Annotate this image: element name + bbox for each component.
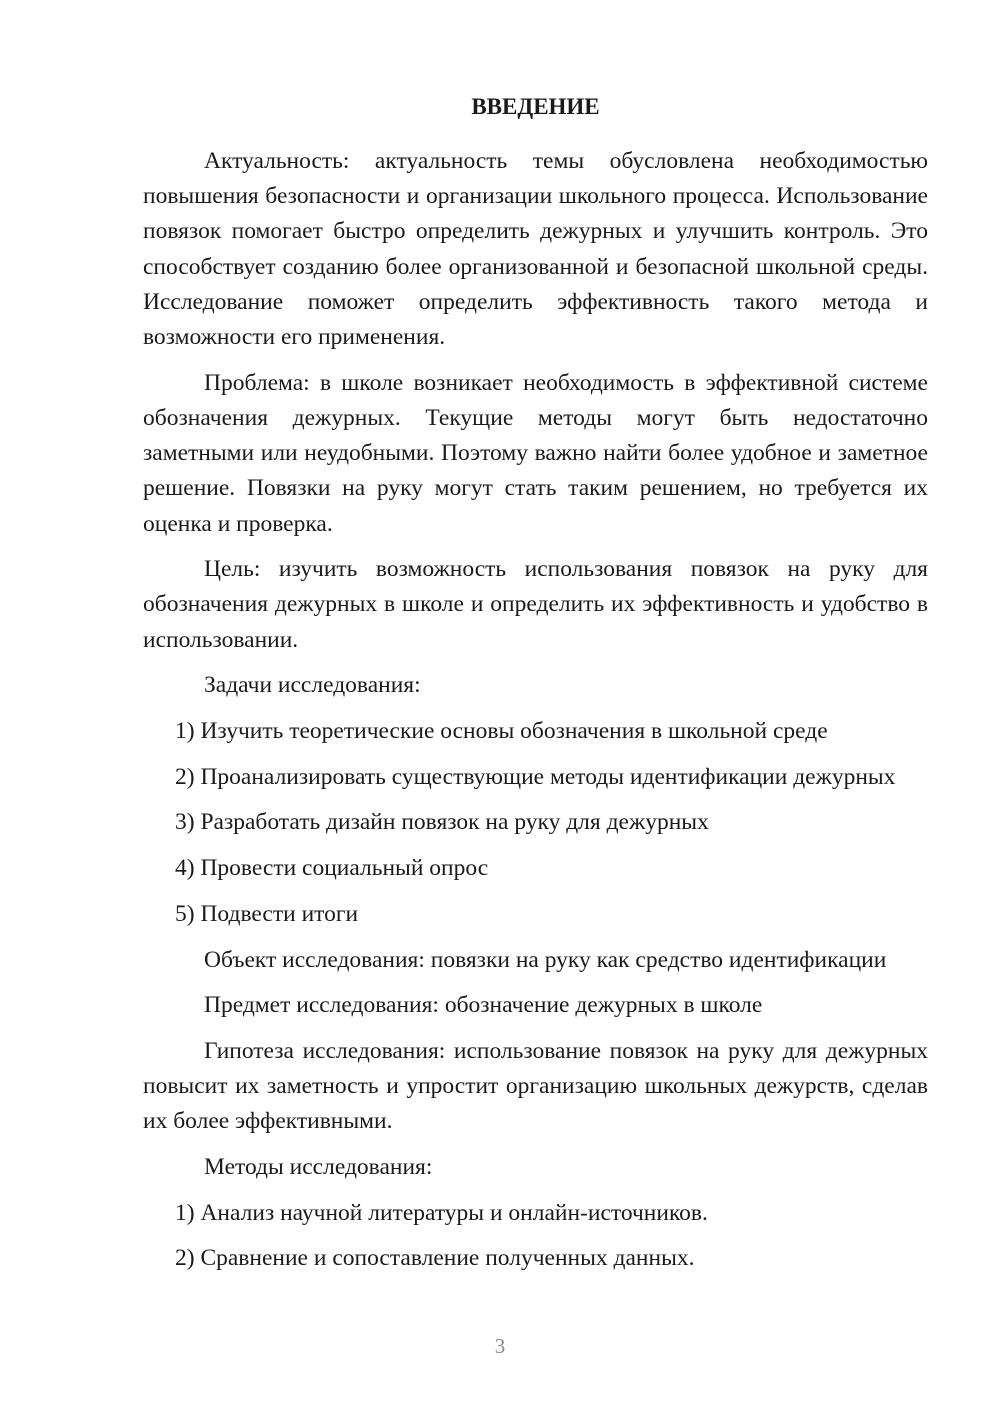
goal-paragraph: Цель: изучить возможность использования повязок на руку для обозначения дежурных в школе и определить их эффективность и удобство в использовании.	[143, 556, 928, 653]
task-item: 5) Подвести итоги	[175, 900, 359, 927]
task-item: 2) Проанализировать существующие методы идентификации дежурных	[175, 763, 896, 790]
subject-paragraph: Предмет исследования: обозначение дежурных в школе	[204, 992, 763, 1019]
document-page	[143, 92, 928, 1287]
tasks-title: Задачи исследования:	[204, 672, 421, 699]
task-item: 3) Разработать дизайн повязок на руку для дежурных	[175, 809, 709, 836]
relevance-paragraph: Актуальность: актуальность темы обусловлена необходимостью повышения безопасности и организации школьного процесса. Использование повязок помогает быстро определить дежурных и улучшить контроль. Это способствует созданию более организованной и безопасной школьной среды. Исследование поможет определить эффективность такого метода и возможности его применения.	[143, 148, 928, 351]
object-paragraph: Объект исследования: повязки на руку как средство идентификации	[204, 946, 887, 973]
task-item: 4) Провести социальный опрос	[175, 855, 489, 882]
task-item: 1) Изучить теоретические основы обозначения в школьной среде	[175, 718, 828, 745]
method-item: 2) Сравнение и сопоставление полученных данных.	[175, 1245, 695, 1272]
section-heading: ВВЕДЕНИЕ	[471, 94, 600, 119]
page-number: 3	[494, 1334, 506, 1358]
method-item: 1) Анализ научной литературы и онлайн-источников.	[175, 1199, 708, 1226]
methods-title: Методы исследования:	[204, 1154, 433, 1181]
hypothesis-paragraph: Гипотеза исследования: использование повязок на руку для дежурных повысит их заметность и упростит организацию школьных дежурств, сделав их более эффективными.	[143, 1037, 928, 1135]
problem-paragraph: Проблема: в школе возникает необходимость в эффективной системе обозначения дежурных. Текущие методы могут быть недостаточно заметными или неудобными. Поэтому важно найти более удобное и заметное решение. Повязки на руку могут стать таким решением, но требуется их оценка и проверка.	[143, 369, 928, 537]
